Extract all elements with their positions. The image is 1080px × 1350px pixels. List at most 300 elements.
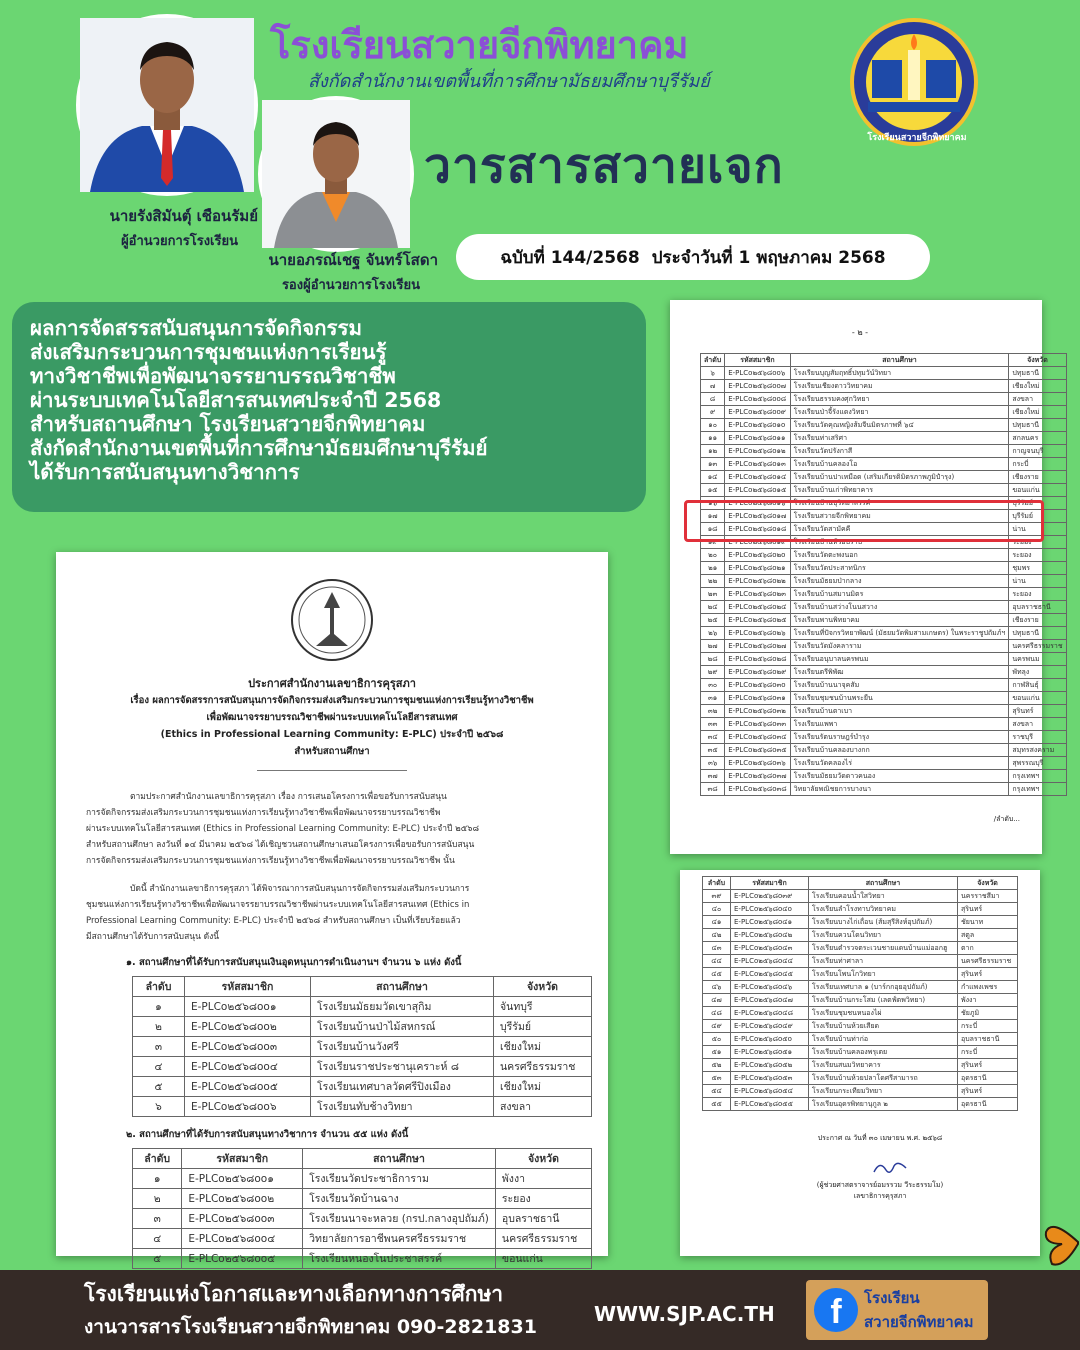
cell-province: อุดรธานี xyxy=(958,1072,1018,1085)
cell-member-code: E-PLCo๒๕๖๘o๔๓ xyxy=(731,942,809,955)
facebook-label: โรงเรียน xyxy=(864,1289,920,1307)
cell-order: ๓ xyxy=(133,1037,185,1057)
issue-date: ประจำวันที่ 1 พฤษภาคม 2568 xyxy=(651,247,886,268)
table-row xyxy=(133,1097,592,1117)
deputy-title: รองผู้อำนวยการโรงเรียน xyxy=(281,278,420,293)
table-row xyxy=(701,653,1067,666)
headline-line: ทางวิชาชีพเพื่อพัฒนาจรรยาบรรณวิชาชีพ xyxy=(30,364,396,388)
cell-member-code: E-PLCo๒๕๖๘oo๕ xyxy=(185,1077,311,1097)
cell-order: ๓๒ xyxy=(701,705,725,718)
cell-order: ๒๖ xyxy=(701,627,725,640)
cell-school: โรงเรียนตรีพิพัฒ xyxy=(790,666,1009,679)
cell-school: โรงเรียนลำโรงทาบวิทยาคม xyxy=(809,903,958,916)
table-row xyxy=(701,692,1067,705)
cell-province: ระยอง xyxy=(495,1189,591,1209)
cell-school: โรงเรียนวัดปรังกาสี xyxy=(790,445,1009,458)
director-title: ผู้อำนวยการโรงเรียน xyxy=(121,234,238,249)
table-row xyxy=(701,718,1067,731)
cell-school: โรงเรียนบ้านคลองบางกก xyxy=(790,744,1009,757)
cell-school: โรงเรียนบ้านคลองพรุเตย xyxy=(809,1046,958,1059)
headline-line: ผ่านระบบเทคโนโลยีสารสนเทศประจำปี 2568 xyxy=(30,388,442,412)
cell-school: โรงเรียนหนองโนประชาสรรค์ xyxy=(303,1249,496,1269)
cell-member-code: E-PLCo๒๕๖๘o๓๕ xyxy=(725,744,790,757)
para-line: มีสถานศึกษาได้รับการสนับสนุน ดังนี้ xyxy=(86,932,220,942)
facebook-page-link[interactable] xyxy=(806,1280,988,1340)
deputy-photo xyxy=(258,96,414,252)
cell-order: ๒๕ xyxy=(701,614,725,627)
cell-province: พัทลุง xyxy=(1009,666,1066,679)
cell-school: โรงเรียนมัธยมวัดเขาสุกิม xyxy=(311,997,494,1017)
cell-school: โรงเรียนตำรวจตระเวนชายแดนบ้านแม่ออกฮู xyxy=(809,942,958,955)
cell-school: โรงเรียนวัดคุณหญิงส้มจีนมิตรภาพที่ ๖๔ xyxy=(790,419,1009,432)
cell-order: ๒๒ xyxy=(701,575,725,588)
col-header: สถานศึกษา xyxy=(809,877,958,890)
cell-school: โรงเรียนบ้านตาเบา xyxy=(790,705,1009,718)
cell-school: โรงเรียนราชประชานุเคราะห์ ๘ xyxy=(311,1057,494,1077)
cell-province: สตูล xyxy=(958,929,1018,942)
cell-member-code: E-PLCo๒๕๖๘o๔๑ xyxy=(731,916,809,929)
cell-member-code: E-PLCo๒๕๖๘oo๓ xyxy=(185,1037,311,1057)
school-affiliation: สังกัดสำนักงานเขตพื้นที่การศึกษามัธยมศึกษาบุรีรัมย์ xyxy=(308,71,710,92)
cell-order: ๙ xyxy=(701,406,725,419)
cell-school: โรงเรียนบ้านสว่างโนนสวาง xyxy=(790,601,1009,614)
cell-member-code: E-PLCo๒๕๖๘oo๙ xyxy=(725,406,790,419)
cell-member-code: E-PLCo๒๕๖๘o๔๕ xyxy=(731,968,809,981)
cell-member-code: E-PLCo๒๕๖๘oo๓ xyxy=(182,1209,303,1229)
cell-school: โรงเรียนบ้านกระโสม (เลตฟ์ตพวิทยา) xyxy=(809,994,958,1007)
cell-province: กาญจนบุรี xyxy=(1009,445,1066,458)
cell-order: ๔๐ xyxy=(703,903,731,916)
cell-member-code: E-PLCo๒๕๖๘o๕๔ xyxy=(731,1085,809,1098)
cell-order: ๒๘ xyxy=(701,653,725,666)
cell-order: ๓๕ xyxy=(701,744,725,757)
cell-province: อุบลราชธานี xyxy=(1009,601,1066,614)
cell-member-code: E-PLCo๒๕๖๘o๓๒ xyxy=(725,705,790,718)
table-academic-support xyxy=(132,1148,592,1269)
cell-province: ปทุมธานี xyxy=(1009,627,1066,640)
cell-member-code: E-PLCo๒๕๖๘o๕๑ xyxy=(731,1046,809,1059)
cell-province: ตาก xyxy=(958,942,1018,955)
cell-order: ๑๖ xyxy=(701,497,725,510)
table-row xyxy=(133,1077,592,1097)
issue-number: ฉบับที่ 144/2568 xyxy=(500,247,640,268)
deputy-name: นายอภรณ์เชฐ จันทร์โสดา xyxy=(268,251,438,269)
cell-order: ๔๓ xyxy=(703,942,731,955)
cell-member-code: E-PLCo๒๕๖๘o๓๘ xyxy=(725,783,790,796)
cell-order: ๕๑ xyxy=(703,1046,731,1059)
cell-school: โรงเรียนที่ปัจกรวิทยาพัฒน์ (มัธยมวัดพิมสามเกษตร) ในพระราชูปถัมภ์ฯ xyxy=(790,627,1009,640)
director-name: นายรังสิมันต์ุ เชือนรัมย์ xyxy=(109,207,258,225)
cell-order: ๔๔ xyxy=(703,955,731,968)
cell-school: โรงเรียนท่าเสริศา xyxy=(790,432,1009,445)
table-row xyxy=(701,562,1067,575)
cell-order: ๓๑ xyxy=(701,692,725,705)
cell-order: ๓๘ xyxy=(701,783,725,796)
cell-school: โรงเรียนวัดประสาทนิกร xyxy=(790,562,1009,575)
col-header: ลำดับ xyxy=(133,977,185,997)
cell-province: ระยอง xyxy=(1009,549,1066,562)
cell-school: วิทยาลัยพณิชยการบางนา xyxy=(790,783,1009,796)
table-row xyxy=(701,731,1067,744)
cell-member-code: E-PLCo๒๕๖๘o๒๔ xyxy=(725,601,790,614)
cell-member-code: E-PLCo๒๕๖๘o๑๖ xyxy=(725,497,790,510)
cell-province: บุรีรัมย์ xyxy=(1009,510,1066,523)
cell-province: อุบลราชธานี xyxy=(495,1209,591,1229)
table-row xyxy=(701,783,1067,796)
table-row xyxy=(701,367,1067,380)
cell-member-code: E-PLCo๒๕๖๘o๔๘ xyxy=(731,1007,809,1020)
cell-province: กระบี่ xyxy=(958,1020,1018,1033)
cell-province: สงขลา xyxy=(1009,393,1066,406)
journal-title: วารสารสวายเจก xyxy=(424,138,784,194)
cell-order: ๑๗ xyxy=(701,510,725,523)
para-line: บัดนี้ สำนักงานเลขาธิการคุรุสภา ได้พิจารณาการสนับสนุนการจัดกิจกรรมส่งเสริมกระบวนการ xyxy=(130,884,470,894)
cell-member-code: E-PLCo๒๕๖๘o๑๕ xyxy=(725,484,790,497)
cell-school: โรงเรียนบ้านห้วยปราบ xyxy=(790,536,1009,549)
cell-school: โรงเรียนทับช้างวิทยา xyxy=(311,1097,494,1117)
cell-school: โรงเรียนสวายจีกพิทยาคม xyxy=(790,510,1009,523)
table-row xyxy=(701,666,1067,679)
section-1-title: ๑. สถานศึกษาที่ได้รับการสนับสนุนเงินอุดหนุนการดำเนินงานฯ จำนวน ๖ แห่ง ดังนี้ xyxy=(126,957,462,968)
table-row xyxy=(133,1189,592,1209)
cell-member-code: E-PLCo๒๕๖๘o๔๔ xyxy=(731,955,809,968)
section-2-title: ๒. สถานศึกษาที่ได้รับการสนับสนุนทางวิชาการ จำนวน ๕๕ แห่ง ดังนี้ xyxy=(126,1129,409,1140)
subject-line: สำหรับสถานศึกษา xyxy=(294,746,370,757)
cell-member-code: E-PLCo๒๕๖๘oo๑ xyxy=(185,997,311,1017)
cell-school: โรงเรียนวัดมังคลาราม xyxy=(790,640,1009,653)
table-row xyxy=(701,770,1067,783)
cell-school: โรงเรียนบางไก่เถื่อน (ส้มสุรีสิงห์อุปถัมภ์) xyxy=(809,916,958,929)
table-page-3 xyxy=(702,876,1018,1111)
cell-member-code: E-PLCo๒๕๖๘o๑๗ xyxy=(725,510,790,523)
cell-province: อุดรธานี xyxy=(958,1098,1018,1111)
cell-order: ๗ xyxy=(701,380,725,393)
cell-order: ๔๕ xyxy=(703,968,731,981)
col-header: สถานศึกษา xyxy=(790,354,1009,367)
table-row xyxy=(703,929,1018,942)
table-row xyxy=(133,1037,592,1057)
cell-order: ๒ xyxy=(133,1017,185,1037)
cell-member-code: E-PLCo๒๕๖๘o๒๓ xyxy=(725,588,790,601)
cell-order: ๓๔ xyxy=(701,731,725,744)
table-row xyxy=(703,1033,1018,1046)
cell-province: พังงา xyxy=(958,994,1018,1007)
table-row xyxy=(701,484,1067,497)
cell-province: นครศรีธรรมราช xyxy=(494,1057,592,1077)
cell-order: ๕๓ xyxy=(703,1072,731,1085)
cell-school: โรงเรียนบ้านห้วยปลาโดศรีสามารถ xyxy=(809,1072,958,1085)
para-line: Professional Learning Community: E-PLC) ประจำปี ๒๕๖๘ สำหรับสถานศึกษา เป็นที่เรียบร้อยแล้ว xyxy=(86,916,461,926)
col-header: ลำดับ xyxy=(133,1149,182,1169)
table-row xyxy=(703,981,1018,994)
cell-order: ๘ xyxy=(701,393,725,406)
table-row xyxy=(133,1209,592,1229)
cell-member-code: E-PLCo๒๕๖๘o๒o xyxy=(725,549,790,562)
cell-order: ๑๙ xyxy=(701,536,725,549)
cell-member-code: E-PLCo๒๕๖๘oo๔ xyxy=(185,1057,311,1077)
cell-member-code: E-PLCo๒๕๖๘o๔o xyxy=(731,903,809,916)
cell-province: น่าน xyxy=(1009,575,1066,588)
subject-line: เพื่อพัฒนาจรรยาบรรณวิชาชีพผ่านระบบเทคโนโลยีสารสนเทศ xyxy=(206,712,458,723)
cell-member-code: E-PLCo๒๕๖๘oo๖ xyxy=(185,1097,311,1117)
cell-province: กาฬสินธุ์ xyxy=(1009,679,1066,692)
cell-province: พังงา xyxy=(495,1169,591,1189)
cell-province: สกลนคร xyxy=(1009,432,1066,445)
table-row xyxy=(703,916,1018,929)
announcement-heading: ประกาศสำนักงานเลขาธิการคุรุสภา xyxy=(248,677,416,690)
cell-school: โรงเรียนวัดประชาธิการาม xyxy=(303,1169,496,1189)
table-row xyxy=(701,575,1067,588)
cell-order: ๒๙ xyxy=(701,666,725,679)
cell-school: โรงเรียนธรรมคงศุกวิทยา xyxy=(790,393,1009,406)
cell-member-code: E-PLCo๒๕๖๘o๑๓ xyxy=(725,458,790,471)
subject-line: เรื่อง ผลการจัดสรรการสนับสนุนการจัดกิจกรรมส่งเสริมกระบวนการชุมชนแห่งการเรียนรู้ทางวิชาชีพ xyxy=(130,695,534,706)
cell-province: ชุมพร xyxy=(1009,562,1066,575)
cell-order: ๒๔ xyxy=(701,601,725,614)
facebook-label: สวายจีกพิทยาคม xyxy=(864,1313,974,1331)
facebook-icon: f xyxy=(814,1288,858,1332)
table-row xyxy=(701,640,1067,653)
cell-school: วิทยาลัยการอาชีพนครศรีธรรมราช xyxy=(303,1229,496,1249)
logo-text: โรงเรียนสวายจีกพิทยาคม xyxy=(867,133,967,143)
cell-order: ๕๐ xyxy=(703,1033,731,1046)
cell-member-code: E-PLCo๒๕๖๘o๑o xyxy=(725,419,790,432)
cell-school: โรงเรียนบุญสัมฤทธิ์ปทุมวัน์วิทยา xyxy=(790,367,1009,380)
cell-school: โรงเรียนวัดตะพงนอก xyxy=(790,549,1009,562)
para-line: ตามประกาศสำนักงานเลขาธิการคุรุสภา เรื่อง การเสนอโครงการเพื่อขอรับการสนับสนุน xyxy=(130,792,447,802)
para-line: สำหรับสถานศึกษา ลงวันที่ ๑๔ มีนาคม ๒๕๖๘ ได้เชิญชวนสถานศึกษาเสนอโครงการเพื่อขอรับการสนับสนุน xyxy=(86,840,475,850)
cell-member-code: E-PLCo๒๕๖๘o๒๒ xyxy=(725,575,790,588)
cell-member-code: E-PLCo๒๕๖๘o๔๖ xyxy=(731,981,809,994)
cell-member-code: E-PLCo๒๕๖๘oo๗ xyxy=(725,380,790,393)
cell-province: นครศรีธรรมราช xyxy=(958,955,1018,968)
cell-province: ขอนแก่น xyxy=(495,1249,591,1269)
table-page-2 xyxy=(700,353,1067,796)
cell-member-code: E-PLCo๒๕๖๘oo๖ xyxy=(725,367,790,380)
col-header: รหัสสมาชิก xyxy=(725,354,790,367)
cell-school: โรงเรียนชุมชนบ้านพระยืน xyxy=(790,692,1009,705)
cell-province: เชียงใหม่ xyxy=(1009,380,1066,393)
cell-province: นครพนม xyxy=(1009,653,1066,666)
cell-order: ๕ xyxy=(133,1077,185,1097)
page-number: - ๒ - xyxy=(851,328,869,337)
director-photo xyxy=(76,14,258,196)
table-row xyxy=(701,393,1067,406)
cell-order: ๕๒ xyxy=(703,1059,731,1072)
table-row xyxy=(703,942,1018,955)
col-header: ลำดับ xyxy=(701,354,725,367)
cell-province: อุบลราชธานี xyxy=(958,1033,1018,1046)
cell-member-code: E-PLCo๒๕๖๘o๒๖ xyxy=(725,627,790,640)
cell-member-code: E-PLCo๒๕๖๘o๕๕ xyxy=(731,1098,809,1111)
cell-order: ๒๐ xyxy=(701,549,725,562)
cell-member-code: E-PLCo๒๕๖๘o๕o xyxy=(731,1033,809,1046)
cell-school: โรงเรียนนาจะหลวย (กรป.กลางอุปถัมภ์) xyxy=(303,1209,496,1229)
table-row xyxy=(701,458,1067,471)
announcement-page-3 xyxy=(680,870,1040,1256)
cell-school: โรงเรียนควนโดนวิทยา xyxy=(809,929,958,942)
cell-province: สมุทรสงคราม xyxy=(1009,744,1066,757)
school-logo xyxy=(848,16,980,148)
cell-order: ๕๕ xyxy=(703,1098,731,1111)
cell-school: โรงเรียนบ้านปาเหมือด (เสริมเกียรติมิตรภาพภูมิปำรุง) xyxy=(790,471,1009,484)
col-header: จังหวัด xyxy=(1009,354,1066,367)
table-row xyxy=(703,1007,1018,1020)
cell-school: โรงเรียนบ้านคลองโอ xyxy=(790,458,1009,471)
col-header: รหัสสมาชิก xyxy=(731,877,809,890)
cell-school: โรงเรียนโพนโกวิทยา xyxy=(809,968,958,981)
cell-order: ๔๗ xyxy=(703,994,731,1007)
cell-province: สุพรรณบุรี xyxy=(1009,757,1066,770)
cell-order: ๕๔ xyxy=(703,1085,731,1098)
cell-school: โรงเรียนอนุบาลนครพนม xyxy=(790,653,1009,666)
para-line: ผ่านระบบเทคโนโลยีสารสนเทศ (Ethics in Professional Learning Community: E-PLC) ประจำปี ๒๕๖๘ xyxy=(86,824,480,834)
cell-order: ๔ xyxy=(133,1057,185,1077)
cell-member-code: E-PLCo๒๕๖๘o๒๗ xyxy=(725,640,790,653)
cell-member-code: E-PLCo๒๕๖๘o๕๒ xyxy=(731,1059,809,1072)
cell-order: ๑๕ xyxy=(701,484,725,497)
cell-province: สุรินทร์ xyxy=(958,1059,1018,1072)
signature xyxy=(830,1158,890,1178)
cell-order: ๑๘ xyxy=(701,523,725,536)
cell-school: โรงเรียนบ้านท่าก่อ xyxy=(809,1033,958,1046)
table-row xyxy=(701,588,1067,601)
cell-order: ๓๐ xyxy=(701,679,725,692)
cell-province: กระบี่ xyxy=(1009,458,1066,471)
cell-province: นครศรีธรรมราช xyxy=(495,1229,591,1249)
table-row xyxy=(701,614,1067,627)
cell-school: โรงเรียนบ้านวังศรี xyxy=(311,1037,494,1057)
table-row xyxy=(701,419,1067,432)
cell-school: โรงเรียนบ้านเก่าพิทยาคาร xyxy=(790,484,1009,497)
para-line: การจัดกิจกรรมส่งเสริมกระบวนการชุมชนแห่งการเรียนรู้ทางวิชาชีพเพื่อพัฒนาจรรยาบรรณวิชาชีพ นั้น xyxy=(86,856,455,866)
cell-province: นครศรีธรรมราช xyxy=(1009,640,1066,653)
cell-member-code: E-PLCo๒๕๖๘oo๘ xyxy=(725,393,790,406)
table-row xyxy=(701,445,1067,458)
cell-member-code: E-PLCo๒๕๖๘o๓๗ xyxy=(725,770,790,783)
cell-member-code: E-PLCo๒๕๖๘o๒๘ xyxy=(725,653,790,666)
para-line: ชุมชนแห่งการเรียนรู้ทางวิชาชีพเพื่อพัฒนาจรรยาบรรณวิชาชีพผ่านระบบเทคโนโลยีสารสนเทศ (Ethics in xyxy=(86,900,470,910)
cell-province: เชียงใหม่ xyxy=(494,1077,592,1097)
headline-line: ได้รับการสนับสนุนทางวิชาการ xyxy=(30,460,300,484)
headline-line: ผลการจัดสรรสนับสนุนการจัดกิจกรรม xyxy=(30,316,363,340)
paragraph-1 xyxy=(86,789,578,869)
announcement-page-2 xyxy=(670,300,1063,854)
cell-province: กรุงเทพฯ xyxy=(1009,783,1066,796)
cell-province: สุรินทร์ xyxy=(958,968,1018,981)
cell-order: ๒๓ xyxy=(701,588,725,601)
kurusapha-emblem xyxy=(290,578,374,662)
highlight-box xyxy=(684,500,1044,542)
cell-school: โรงเรียนป่าจี้รังแดงวิทยา xyxy=(790,406,1009,419)
table-row xyxy=(701,627,1067,640)
cell-school: โรงเรียนบ้านนาจุคสัม xyxy=(790,679,1009,692)
cell-member-code: E-PLCo๒๕๖๘o๒๙ xyxy=(725,666,790,679)
table-row xyxy=(701,679,1067,692)
table-row xyxy=(703,1020,1018,1033)
table-row xyxy=(703,1098,1018,1111)
cell-member-code: E-PLCo๒๕๖๘oo๒ xyxy=(182,1189,303,1209)
table-row xyxy=(133,1249,592,1269)
col-header: จังหวัด xyxy=(958,877,1018,890)
headline-line: สำหรับสถานศึกษา โรงเรียนสวายจีกพิทยาคม xyxy=(30,412,426,436)
cell-order: ๒ xyxy=(133,1189,182,1209)
cell-order: ๔๖ xyxy=(703,981,731,994)
cell-province: ขอนแก่น xyxy=(1009,484,1066,497)
cell-province: ขอนแก่น xyxy=(1009,692,1066,705)
footer-contact: งานวารสารโรงเรียนสวายจีกพิทยาคม 090-2821831 xyxy=(84,1316,537,1338)
table-row xyxy=(703,1046,1018,1059)
cell-order: ๔๒ xyxy=(703,929,731,942)
cell-order: ๑๒ xyxy=(701,445,725,458)
headline-line: ส่งเสริมกระบวนการชุมชนแห่งการเรียนรู้ xyxy=(30,340,387,364)
cell-order: ๑ xyxy=(133,1169,182,1189)
cell-school: โรงเรียนมัธยมวัดดาวคนอง xyxy=(790,770,1009,783)
cell-school: โรงเรียนวัดคลองไร่ xyxy=(790,757,1009,770)
cell-province: เชียงใหม่ xyxy=(1009,406,1066,419)
cell-province: สงขลา xyxy=(1009,718,1066,731)
issue-pill xyxy=(456,234,930,280)
cell-member-code: E-PLCo๒๕๖๘o๔๙ xyxy=(731,1020,809,1033)
cell-province: ชัยภูมิ xyxy=(958,1007,1018,1020)
table-row xyxy=(133,997,592,1017)
cell-school: โรงเรียนสนมวิทยาคาร xyxy=(809,1059,958,1072)
cell-school: โรงเรียนรัตนราษฎร์บำรุง xyxy=(790,731,1009,744)
school-name: โรงเรียนสวายจีกพิทยาคม xyxy=(270,23,689,67)
cell-member-code: E-PLCo๒๕๖๘oo๑ xyxy=(182,1169,303,1189)
col-header: สถานศึกษา xyxy=(311,977,494,997)
para-line: การจัดกิจกรรมส่งเสริมกระบวนการชุมชนแห่งการเรียนรู้ทางวิชาชีพเพื่อพัฒนาจรรยาบรรณวิชาชีพ xyxy=(86,808,441,818)
table-row xyxy=(701,549,1067,562)
butterfly-decoration xyxy=(1042,1214,1080,1270)
cell-member-code: E-PLCo๒๕๖๘o๓o xyxy=(725,679,790,692)
cell-order: ๕ xyxy=(133,1249,182,1269)
cell-province: เชียงราย xyxy=(1009,471,1066,484)
cell-member-code: E-PLCo๒๕๖๘o๑๒ xyxy=(725,445,790,458)
website-link[interactable]: WWW.SJP.AC.TH xyxy=(594,1302,775,1326)
table-row xyxy=(701,705,1067,718)
cell-member-code: E-PLCo๒๕๖๘oo๕ xyxy=(182,1249,303,1269)
cell-member-code: E-PLCo๒๕๖๘o๔๒ xyxy=(731,929,809,942)
cell-province: สุรินทร์ xyxy=(958,1085,1018,1098)
cell-province: บุรีรัมย์ xyxy=(494,1017,592,1037)
cell-school: โรงเรียนท่าศาลา xyxy=(809,955,958,968)
table-row xyxy=(703,955,1018,968)
cell-member-code: E-PLCo๒๕๖๘o๓๑ xyxy=(725,692,790,705)
cell-member-code: E-PLCo๒๕๖๘o๑๑ xyxy=(725,432,790,445)
table-row xyxy=(133,1169,592,1189)
signer-name: (ผู้ช่วยศาสตราจารย์อมรรวม วีระธรรมโม) xyxy=(816,1181,944,1189)
cell-school: โรงเรียนคอนน้ำใสวิทยา xyxy=(809,890,958,903)
table-row xyxy=(701,471,1067,484)
cell-member-code: E-PLCo๒๕๖๘o๑๘ xyxy=(725,523,790,536)
cell-province: สงขลา xyxy=(494,1097,592,1117)
cell-member-code: E-PLCo๒๕๖๘oo๔ xyxy=(182,1229,303,1249)
continue-note: /ลำดับ... xyxy=(993,815,1020,823)
table-row xyxy=(703,1072,1018,1085)
table-row xyxy=(701,380,1067,393)
cell-member-code: E-PLCo๒๕๖๘o๓๔ xyxy=(725,731,790,744)
announced-date: ประกาศ ณ วันที่ ๓๐ เมษายน พ.ศ. ๒๕๖๘ xyxy=(817,1134,943,1142)
cell-province: ชัยนาท xyxy=(958,916,1018,929)
cell-member-code: E-PLCo๒๕๖๘o๓๖ xyxy=(725,757,790,770)
table-row xyxy=(701,744,1067,757)
cell-member-code: E-PLCo๒๕๖๘o๑๙ xyxy=(725,536,790,549)
paragraph-2 xyxy=(86,881,578,945)
cell-order: ๔๑ xyxy=(703,916,731,929)
cell-school: โรงเรียนบ้านสมานมิตร xyxy=(790,588,1009,601)
table-row xyxy=(703,890,1018,903)
